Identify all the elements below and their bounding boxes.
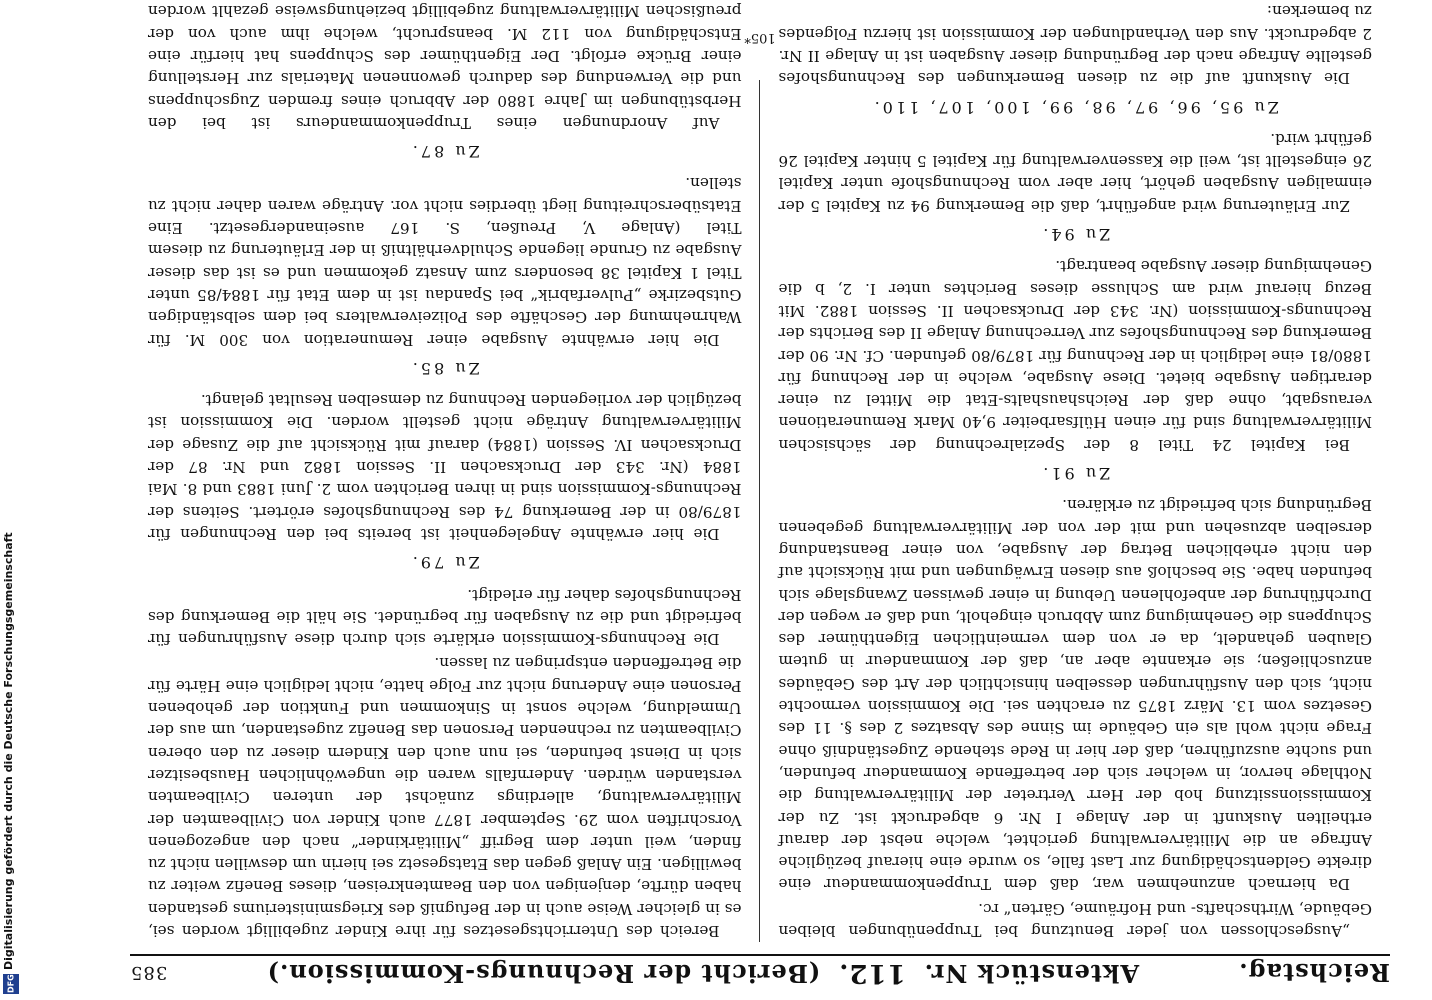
section-heading: Zu 95, 96, 97, 98, 99, 100, 107, 110. xyxy=(871,97,1279,117)
header-center xyxy=(267,958,1139,988)
paragraph: Die hier erwähnte Ausgabe einer Remuneration von 300 M. für Wahrnehmung der Geschäfte des Polizeiverwalters bei dem selbständigen Gutsbezirke „Pulverfabrik“ bei Spandau ist in dem Etat für 1884/85 unter Titel 1 Kapitel 38 besonders zum Ansatz gekommen und es ist das dieser Ausgabe zu Grunde liegende Schuldverhältniß in der Erläuterung zu diesem Titel (Anlage V, Preußen, S. 167 auseinandergesetzt. Eine Etatsüberschreitung liegt überdies nicht vor. Anträge waren daher nicht zu stellen. xyxy=(148,174,742,349)
paragraph: Da hiernach anzunehmen war, daß dem Truppenkommandeur eine direkte Geldentschädigung zur Last falle, so wurde eine hierauf bezügliche Anfrage an die Militärverwaltung gerichtet, welche nebst der darauf ertheilten Auskunft in der Anlage I Nr. 6 abgedruckt ist. Zu der Kommissionssitzung hob der Herr Vertreter der Militärverwaltung die Nothlage hervor, in welcher sich der betreffende Kommandeur befunden, und suchte auszuführen, daß der hier in Rede stehende Zugeständniß ohne Frage nicht wohl als ein Gebäude im Sinne des Absatzes 2 des §. 11 des Gesetzes vom 13. März 1875 zu erachten sei. Die Kommission vermochte nicht, sich den Ausführungen desselben hinsichtlich der Art des Gebäudes anzuschließen; sie erkannte aber an, daß der Kommandeur in gutem Glauben gehandelt, da er von dem vermeintlichen Eigenthümer des Schuppens die Genehmigung zum Abbruch eingeholt, und daß er wegen der Durchführung der anbefohlenen Uebung in einer gewissen Zwangslage sich befunden habe. Sie beschloß aus diesen Erwägungen und mit Rücksicht auf den nicht erheblichen Betrag der Ausgabe, von einer Beanstandung derselben abzusehen und mit der von der Militärverwaltung gegebenen Begründung sich befriedigt zu erklären. xyxy=(778,496,1372,894)
header-center-suffix: (Bericht der Rechnungs-Kommission.) xyxy=(266,959,821,988)
section-heading: Zu 91. xyxy=(1040,464,1111,484)
paragraph: Zur Erläuterung wird angeführt, daß die Bemerkung 94 zu Kapitel 5 der einmaligen Ausgaben gehört, hier aber vom Rechnungshofe unter Kapitel 26 eingestellt ist, weil die Kassenverwaltung für Kapitel 5 hinter Kapitel 26 geführt wird. xyxy=(778,129,1372,215)
digitization-notice xyxy=(0,0,22,1000)
paragraph: Bereich des Unterrichtsgesetzes für ihre Kinder zugebilligt worden sei, es in gleicher Weise auch in der Befugniß des Kriegsministeriums gestanden haben dürfte, denjenigen von den Beamtenkreisen, dieses Benefiz weiter zu bewilligen. Ein Anlaß gegen das Etatsgesetz sei hierin um deswillen nicht zu finden, weil unter dem Begriff „Militärkinder“ nach den angezogenen Vorschriften vom 29. September 1877 auch Kinder von Civilbeamten der Militärverwaltung, allerdings zunächst der unteren Civilbeamten verstanden würden. Andernfalls waren die ungewöhnlichen Hausbesitzer sich in Dienst befunden, sei nun auch den Kindern dieser zu den oberen Civilbeamten zu rechnenden Personen das Benefiz zugestanden, um aus der Ummeldung, welche sonst in Sinkommen und Funktion der gehobenen Personen eine Anderung nicht zur Folge hatte, nicht lediglich eine Härte für die Betreffenden entspringen zu lassen. xyxy=(148,654,742,940)
dfg-logo-icon: DFG xyxy=(3,974,19,994)
paragraph: „Ausgeschlossen von jeder Benutzung bei Truppenübungen bleiben Gebäude, Wirthschafts- und Hofräume, Gärten“ rc. xyxy=(778,899,1372,940)
paragraph: Bei Kapitel 24 Titel 8 der Spezialrechnung der sächsischen Militärverwaltung sind für einen Hülfsarbeiter 9,40 Mark Remunerationen verausgabt, ohne daß der Reichshaushalts-Etat die Mittel zu einer derartigen Ausgabe bietet. Diese Ausgabe, welche in der Rechnung für 1880/81 eine lediglich in der Rechnung für 1879/80 gefunden. Cf. Nr. 90 der Bemerkung des Rechnungshofes zur Verrechnung Anlage II des Berichts der Rechnungs-Kommission (Nr. 343 der Drucksachen II. Session 1882. Mit Bezug hierauf wird am Schlusse dieses Berichtes unter I. 2, b die Genehmigung dieser Ausgabe beantragt. xyxy=(778,257,1372,454)
paragraph: Die Rechnungs-Kommission erklärte sich durch diese Ausführungen für befriedigt und die zu Ausgaben für begründet. Sie hält die Bemerkung des Rechnungshofes daher für erledigt. xyxy=(148,585,742,649)
header-center-prefix: Aktenstück Nr. xyxy=(923,959,1140,988)
page-number: 385 xyxy=(130,962,168,984)
paragraph: Die hier erwähnte Angelegenheit ist bereits bei den Rechnungen für 1879/80 in der Bemerkung 74 des Rechnungshofes erörtert. Seitens der Rechnungs-Kommission sind in ihren Berichten vom 2. Juni 1883 und 8. Mai 1884 (Nr. 343 der Drucksachen II. Session 1882 und Nr. 87 der Drucksachen IV. Session (1884) darauf mit Rücksicht auf die Zusage der Militärverwaltung Anträge nicht gestellt worden. Die Kommission ist bezüglich der vorliegenden Rechnung zu demselben Resultat gelangt. xyxy=(148,391,742,543)
header-left: Reichstag. xyxy=(1238,958,1390,988)
header-document-number: 112. xyxy=(838,958,906,988)
folio-mark: 105* xyxy=(744,30,776,45)
section-heading: Zu 85. xyxy=(409,358,480,378)
page-content-rotated xyxy=(110,0,1410,1000)
section-heading: Zu 94. xyxy=(1040,225,1111,245)
paragraph: Auf Anordnungen eines Truppenkommandeurs ist bei den Herbstübungen im Jahre 1880 der Abbruch eines fremden Zugschuppens und die Verwendung des dadurch gewonnenen Materials zur Herstellung einer Brücke erfolgt. Der Eigenthümer des Schuppens hat hierfür eine Entschädigung von 112 M. beansprucht, welche ihm auch von der preußischen Militärverwaltung zugebilligt beziehungsweise gezahlt worden xyxy=(148,2,742,132)
digitization-label: Digitalisierung gefördert durch die Deutsche Forschungsgemeinschaft xyxy=(2,532,15,970)
running-header xyxy=(130,954,1390,990)
section-heading: Zu 79. xyxy=(409,553,480,573)
paragraph: Die Auskunft auf die zu diesen Bemerkungen des Rechnungshofes gestellte Anfrage nach der Begründung dieser Ausgaben ist in Anlage II Nr. 2 abgedruckt. Aus den Verhandlungen der Kommission ist hierzu Folgendes zu bemerken: xyxy=(778,2,1372,88)
column-left xyxy=(761,2,1391,942)
section-heading: Zu 87. xyxy=(409,142,480,162)
